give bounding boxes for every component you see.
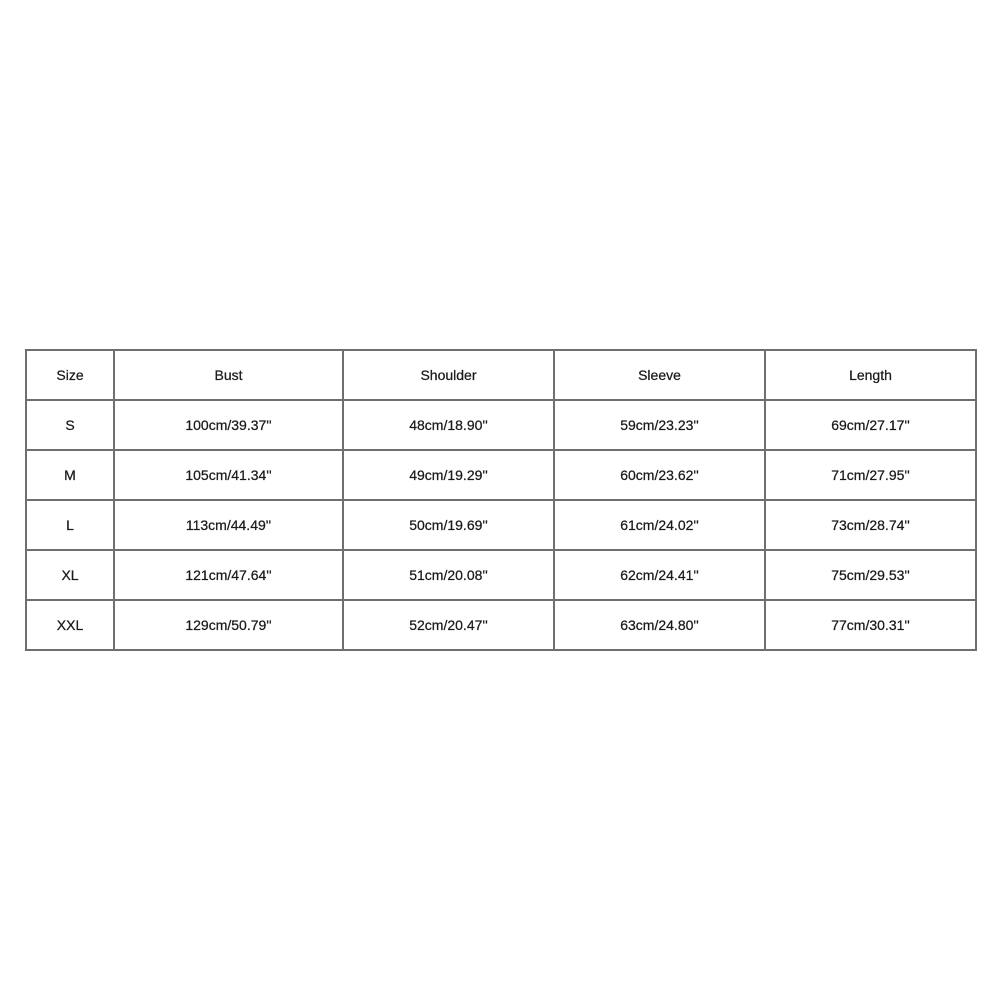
table-row: [26, 600, 976, 650]
table-row: [26, 400, 976, 450]
header-bust: Bust: [114, 350, 343, 400]
size-chart-table: [25, 349, 977, 651]
cell-length: 69cm/27.17'': [765, 400, 976, 450]
cell-shoulder: 52cm/20.47'': [343, 600, 554, 650]
cell-sleeve: 61cm/24.02'': [554, 500, 765, 550]
cell-bust: 100cm/39.37'': [114, 400, 343, 450]
cell-bust: 121cm/47.64'': [114, 550, 343, 600]
cell-size: L: [26, 500, 114, 550]
cell-size: XXL: [26, 600, 114, 650]
header-sleeve: Sleeve: [554, 350, 765, 400]
cell-length: 73cm/28.74'': [765, 500, 976, 550]
cell-shoulder: 51cm/20.08'': [343, 550, 554, 600]
header-length: Length: [765, 350, 976, 400]
cell-bust: 105cm/41.34'': [114, 450, 343, 500]
cell-length: 75cm/29.53'': [765, 550, 976, 600]
cell-shoulder: 48cm/18.90'': [343, 400, 554, 450]
table-header-row: [26, 350, 976, 400]
cell-sleeve: 60cm/23.62'': [554, 450, 765, 500]
cell-size: M: [26, 450, 114, 500]
cell-length: 71cm/27.95'': [765, 450, 976, 500]
cell-shoulder: 50cm/19.69'': [343, 500, 554, 550]
cell-bust: 129cm/50.79'': [114, 600, 343, 650]
table-row: [26, 450, 976, 500]
header-shoulder: Shoulder: [343, 350, 554, 400]
table-row: [26, 550, 976, 600]
header-size: Size: [26, 350, 114, 400]
table-row: [26, 500, 976, 550]
cell-sleeve: 62cm/24.41'': [554, 550, 765, 600]
cell-sleeve: 59cm/23.23'': [554, 400, 765, 450]
cell-length: 77cm/30.31'': [765, 600, 976, 650]
cell-size: XL: [26, 550, 114, 600]
cell-sleeve: 63cm/24.80'': [554, 600, 765, 650]
cell-bust: 113cm/44.49'': [114, 500, 343, 550]
cell-size: S: [26, 400, 114, 450]
cell-shoulder: 49cm/19.29'': [343, 450, 554, 500]
